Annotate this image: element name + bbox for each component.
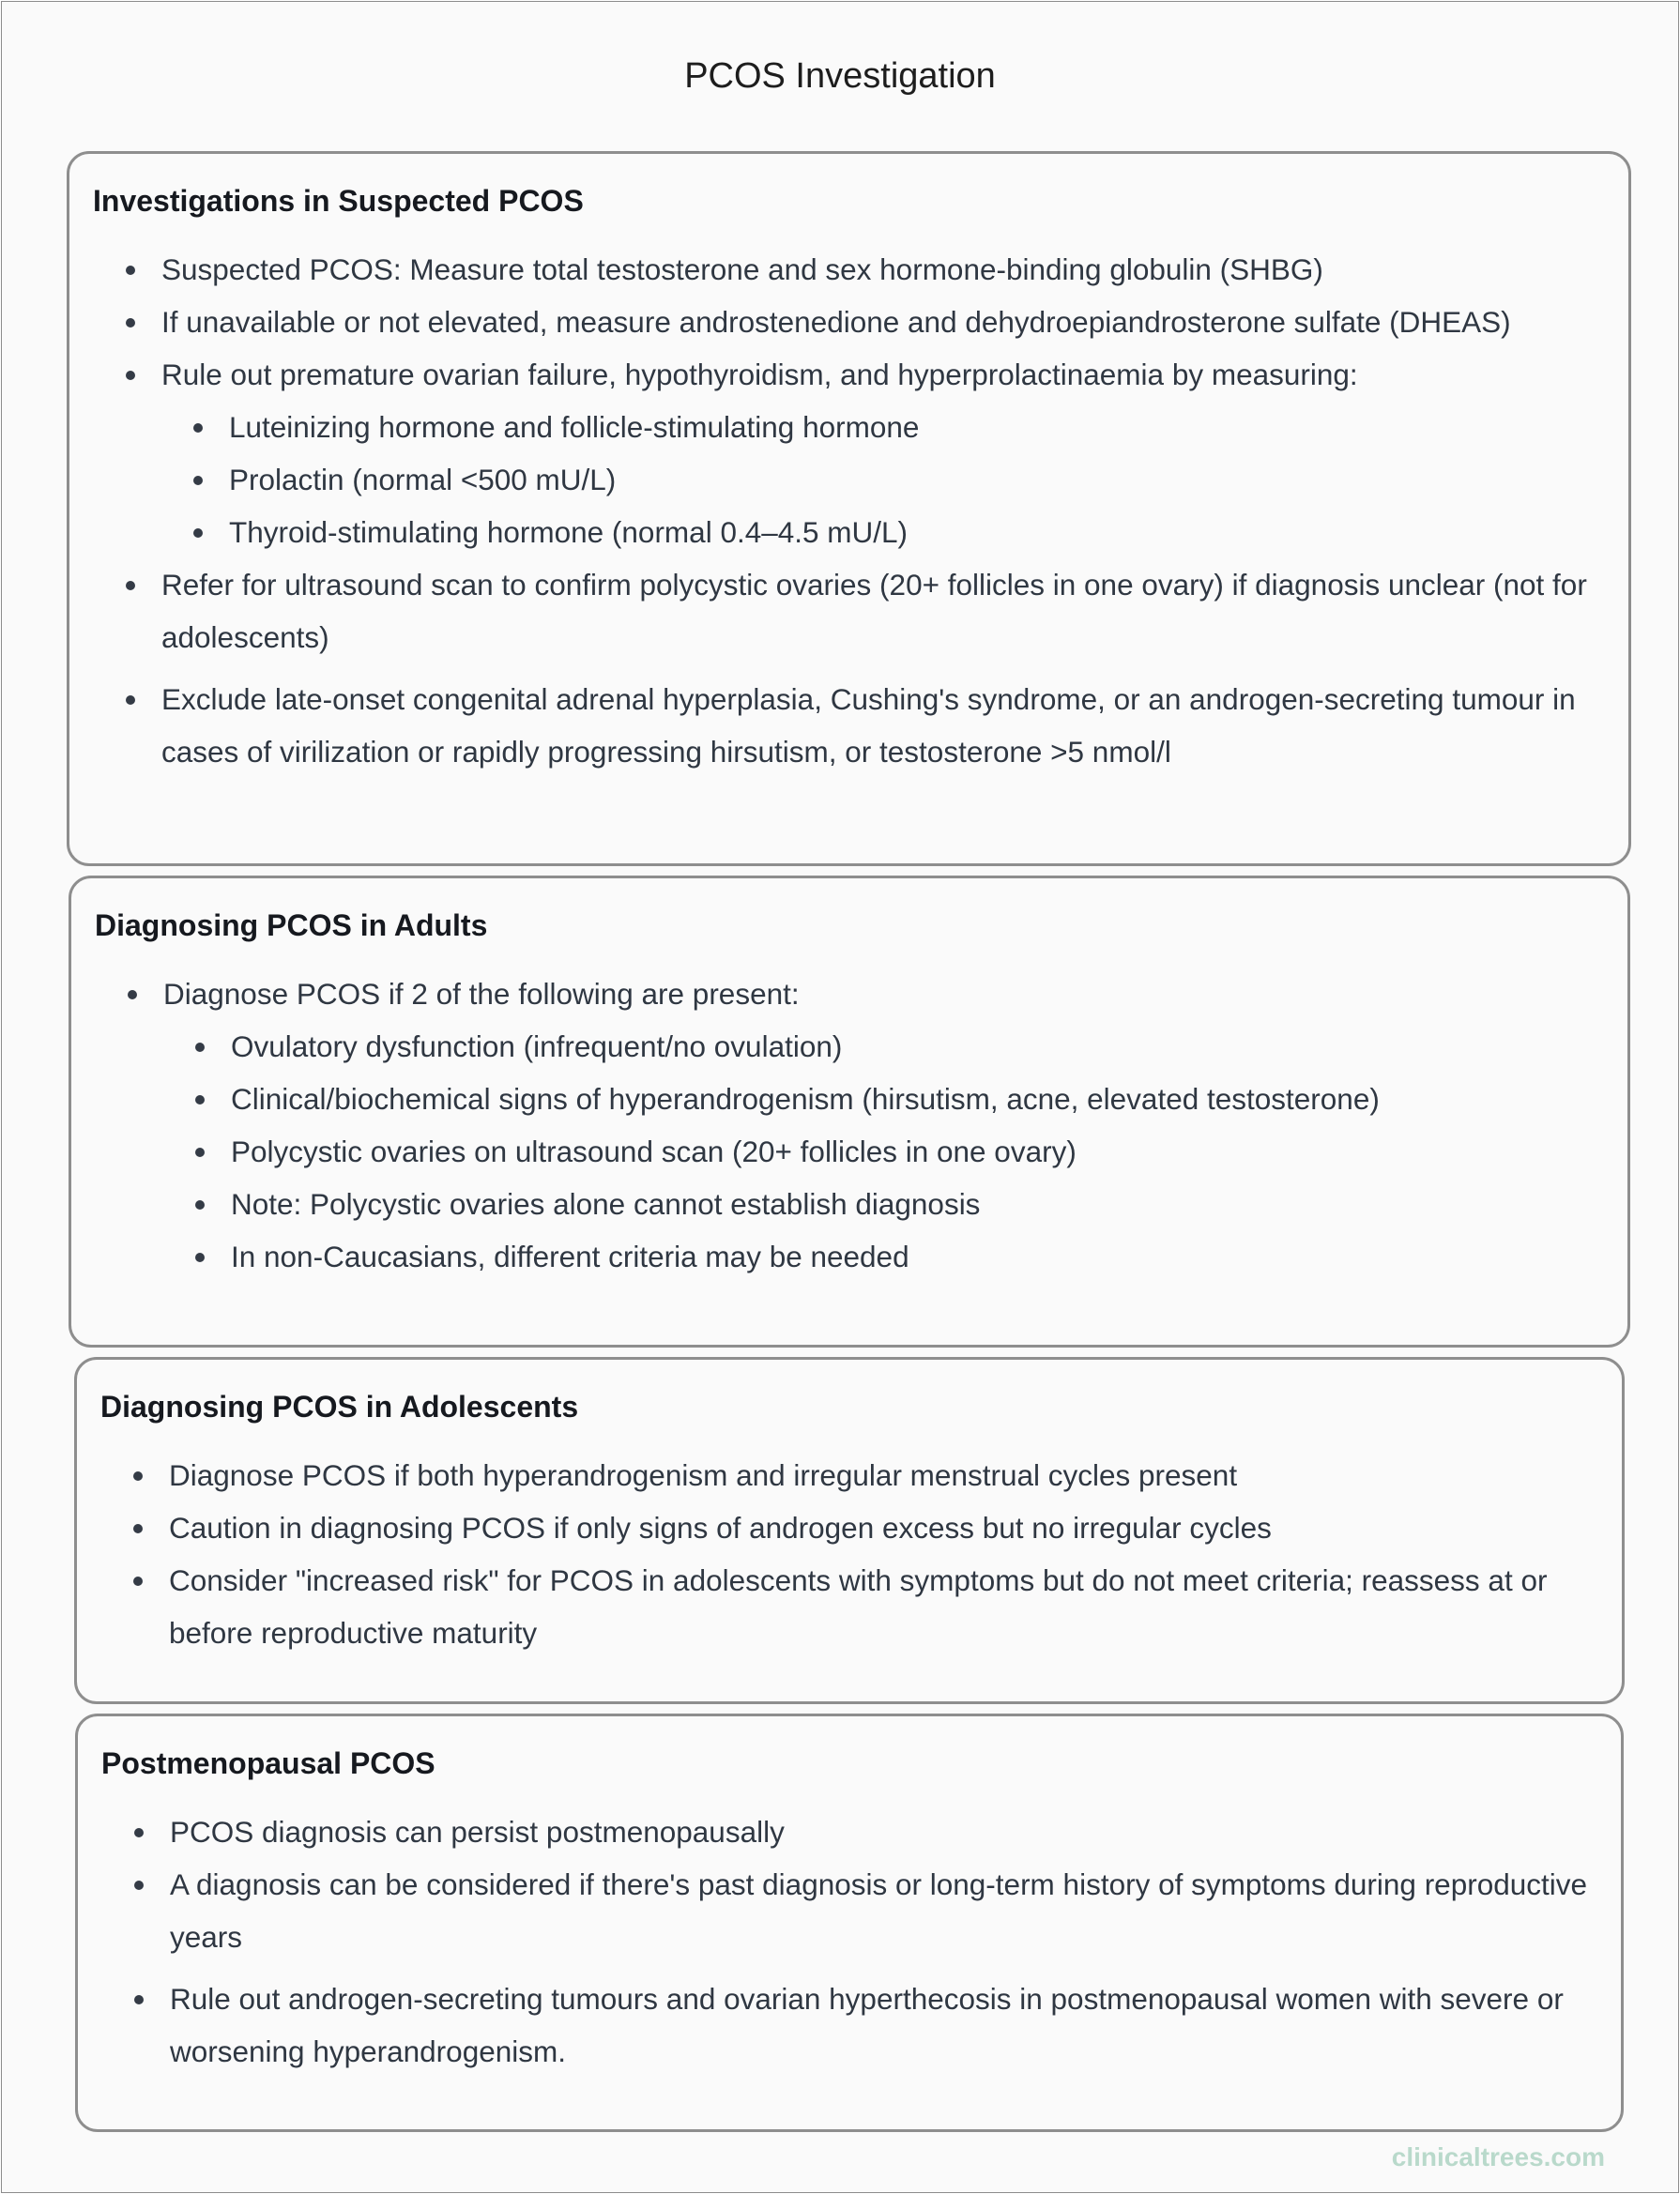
bullet-list — [69, 243, 1628, 778]
list-item: Consider "increased risk" for PCOS in adolescents with symptoms but do not meet criteria; reassess at or before reproductive maturity — [77, 1554, 1622, 1659]
sub-list-item: Polycystic ovaries on ultrasound scan (20+ follicles in one ovary) — [71, 1125, 1627, 1178]
list-item: Caution in diagnosing PCOS if only signs of androgen excess but no irregular cycles — [77, 1501, 1622, 1554]
sub-list-item: Note: Polycystic ovaries alone cannot establish diagnosis — [71, 1178, 1627, 1230]
list-item: Suspected PCOS: Measure total testosterone and sex hormone-binding globulin (SHBG) — [69, 243, 1628, 296]
sub-list-item: Prolactin (normal <500 mU/L) — [69, 453, 1628, 506]
sub-list-item: Clinical/biochemical signs of hyperandrogenism (hirsutism, acne, elevated testosterone) — [71, 1073, 1627, 1125]
sub-list-item: Ovulatory dysfunction (infrequent/no ovulation) — [71, 1020, 1627, 1073]
list-item: Diagnose PCOS if both hyperandrogenism and irregular menstrual cycles present — [77, 1449, 1622, 1501]
list-item: Diagnose PCOS if 2 of the following are present: — [71, 967, 1627, 1020]
section-investigations — [67, 151, 1631, 866]
list-item: Rule out androgen-secreting tumours and ovarian hyperthecosis in postmenopausal women with severe or worsening hyperandrogenism. — [78, 1973, 1621, 2078]
list-item: A diagnosis can be considered if there's past diagnosis or long-term history of symptoms during reproductive years — [78, 1858, 1621, 1963]
section-heading: Investigations in Suspected PCOS — [93, 184, 584, 218]
list-item: If unavailable or not elevated, measure androstenedione and dehydroepiandrosterone sulfate (DHEAS) — [69, 296, 1628, 348]
page-title: PCOS Investigation — [684, 56, 996, 96]
section-adults — [69, 876, 1630, 1348]
section-heading: Diagnosing PCOS in Adults — [95, 908, 488, 942]
section-adolescents — [74, 1357, 1625, 1704]
page — [1, 1, 1679, 2193]
sub-list-item: Luteinizing hormone and follicle-stimulating hormone — [69, 401, 1628, 453]
bullet-list — [78, 1805, 1621, 2078]
section-postmenopausal — [75, 1714, 1624, 2132]
watermark: clinicaltrees.com — [1391, 2142, 1605, 2171]
list-item: Exclude late-onset congenital adrenal hyperplasia, Cushing's syndrome, or an androgen-secreting tumour in cases of virilization or rapidly progressing hirsutism, or testosterone >5 nmol/l — [69, 673, 1628, 778]
section-heading: Diagnosing PCOS in Adolescents — [100, 1390, 579, 1424]
sub-list-item: In non-Caucasians, different criteria may be needed — [71, 1230, 1627, 1283]
bullet-list — [71, 967, 1627, 1283]
section-heading: Postmenopausal PCOS — [101, 1746, 435, 1780]
list-item: PCOS diagnosis can persist postmenopausally — [78, 1805, 1621, 1858]
bullet-list — [77, 1449, 1622, 1659]
sub-list-item: Thyroid-stimulating hormone (normal 0.4–4.5 mU/L) — [69, 506, 1628, 558]
list-item: Refer for ultrasound scan to confirm polycystic ovaries (20+ follicles in one ovary) if diagnosis unclear (not for adolescents) — [69, 558, 1628, 663]
list-item: Rule out premature ovarian failure, hypothyroidism, and hyperprolactinaemia by measuring: — [69, 348, 1628, 401]
